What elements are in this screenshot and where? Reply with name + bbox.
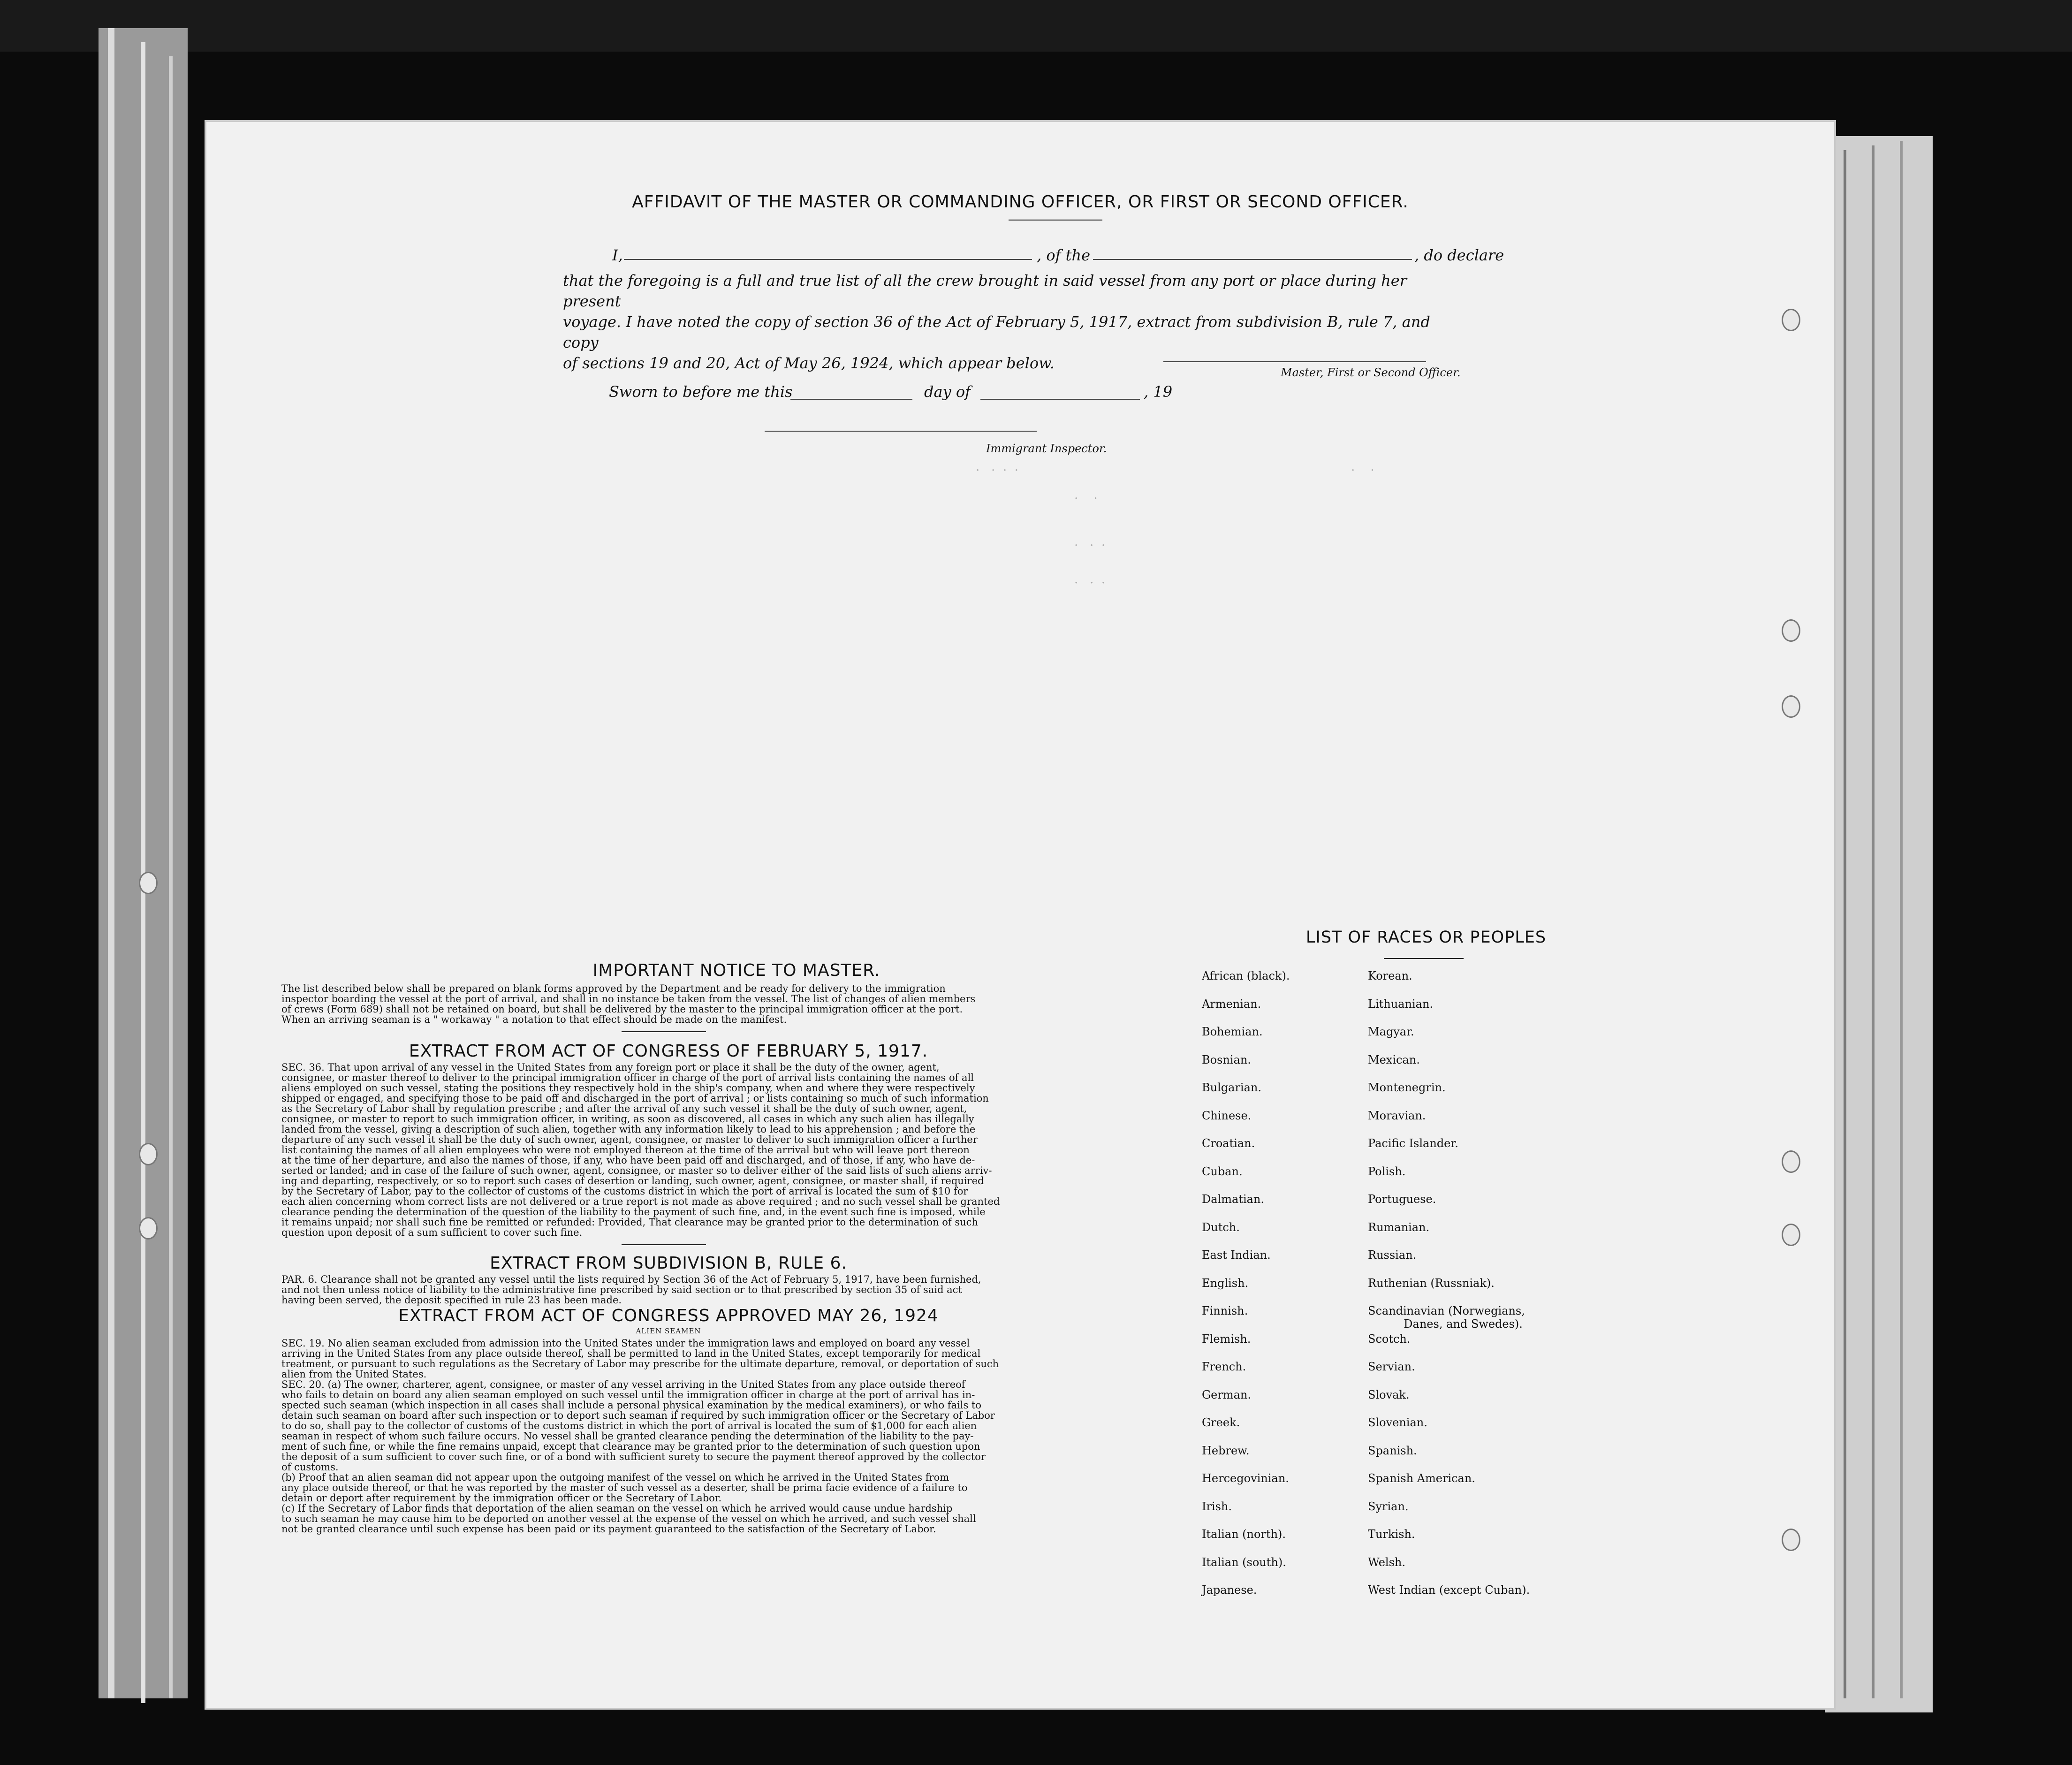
master-signature-line <box>1163 361 1426 362</box>
race-item: Slovenian. <box>1368 1416 1427 1429</box>
extract-1924-subtitle: ALIEN SEAMEN <box>636 1327 701 1335</box>
binder-hole <box>139 1143 158 1165</box>
extract-1924-line: of customs. <box>281 1461 339 1473</box>
punch-hole <box>1782 1529 1800 1551</box>
year-label: , 19 <box>1144 383 1173 401</box>
binder-hole <box>139 872 158 894</box>
notice-body <box>281 983 1055 1025</box>
extract-1924-line: detain such seaman on board after such inspection or to deport such seaman if required by such immigration officer or the Secretary of Labor <box>281 1410 995 1421</box>
extract-1917-divider <box>622 1244 706 1245</box>
bleed-through-mark: . . . <box>1074 535 1106 549</box>
punch-hole <box>1782 695 1800 718</box>
race-item: Irish. <box>1202 1499 1232 1513</box>
right-edge-line-3 <box>1900 141 1903 1698</box>
extract-1917-title: EXTRACT FROM ACT OF CONGRESS OF FEBRUARY 5, 1917. <box>409 1042 928 1061</box>
race-item: Servian. <box>1368 1360 1415 1373</box>
sworn-month-line <box>980 399 1140 400</box>
left-edge-line-3 <box>169 56 173 1698</box>
punch-hole <box>1782 309 1800 331</box>
race-item: Armenian. <box>1202 997 1261 1011</box>
race-item: West Indian (except Cuban). <box>1368 1583 1530 1597</box>
race-item: Syrian. <box>1368 1499 1409 1513</box>
affidavit-title: AFFIDAVIT OF THE MASTER OR COMMANDING OFFICER, OR FIRST OR SECOND OFFICER. <box>632 192 1409 212</box>
notice-divider <box>622 1031 706 1032</box>
notice-line: When an arriving seaman is a " workaway " a notation to that effect should be made on the manifest. <box>281 1014 787 1025</box>
race-item: Moravian. <box>1368 1109 1426 1122</box>
race-item: Slovak. <box>1368 1388 1410 1401</box>
punch-hole <box>1782 1150 1800 1173</box>
left-edge-line-1 <box>108 28 114 1698</box>
race-item: Polish. <box>1368 1164 1406 1178</box>
extract-1917-line: by the Secretary of Labor, pay to the collector of customs of the customs district in which the port of arrival is located the sum of $10 for <box>281 1186 968 1197</box>
extract-1924-line: arriving in the United States from any place outside thereof, shall be permitted to land in the United States, except temporarily for medical <box>281 1348 981 1359</box>
races-divider <box>1384 958 1464 959</box>
race-item: German. <box>1202 1388 1251 1401</box>
subdivision-body <box>281 1274 1055 1305</box>
extract-1917-line: question upon deposit of a sum sufficient to cover such fine. <box>281 1227 583 1238</box>
race-item: Scotch. <box>1368 1332 1411 1346</box>
race-item: Ruthenian (Russniak). <box>1368 1276 1495 1290</box>
notice-line: inspector boarding the vessel at the port of arrival, and shall in no instance be taken from the vessel. The list of changes of alien members <box>281 993 976 1004</box>
top-shadow <box>0 0 2072 52</box>
race-item: Bulgarian. <box>1202 1081 1261 1094</box>
extract-1917-line: consignee, or master to report to such immigration officer, in writing, as soon as discovered, all cases in which any such alien has illegally <box>281 1113 974 1125</box>
inspector-caption: Immigrant Inspector. <box>986 442 1107 455</box>
extract-1924-line: SEC. 20. (a) The owner, charterer, agent, consignee, or master of any vessel arriving in the United States from any place outside thereof <box>281 1379 965 1390</box>
bleed-through-mark: . . <box>1074 488 1098 502</box>
extract-1924-line: spected such seaman (which inspection in all cases shall include a personal physical examination by the medical examiners), or who fails to <box>281 1400 982 1411</box>
bleed-through-mark: . . . . <box>976 460 1018 474</box>
races-title: LIST OF RACES OR PEOPLES <box>1305 928 1547 947</box>
race-item: Rumanian. <box>1368 1220 1430 1234</box>
extract-1924-line: (c) If the Secretary of Labor finds that deportation of the alien seaman on the vessel on which he arrived would cause undue hardship <box>281 1503 953 1514</box>
extract-1924-line: who fails to detain on board any alien seaman employed on such vessel until the immigration officer in charge at the port of arrival has in- <box>281 1389 975 1400</box>
race-item: Hercegovinian. <box>1202 1472 1289 1485</box>
race-item: Hebrew. <box>1202 1444 1250 1457</box>
notice-line: The list described below shall be prepared on blank forms approved by the Department and be ready for delivery to the immigration <box>281 983 946 994</box>
extract-1917-line: landed from the vessel, giving a description of such alien, together with any information likely to lead to his apprehension ; and before the <box>281 1124 976 1135</box>
race-item: Japanese. <box>1202 1583 1257 1597</box>
race-item: Scandinavian (Norwegians, Danes, and Swedes). <box>1368 1304 1525 1331</box>
master-caption: Master, First or Second Officer. <box>1281 366 1461 379</box>
right-edge-line-2 <box>1872 145 1875 1698</box>
race-item: East Indian. <box>1202 1248 1271 1262</box>
race-item: Montenegrin. <box>1368 1081 1446 1094</box>
extract-1924-title: EXTRACT FROM ACT OF CONGRESS APPROVED MAY 26, 1924 <box>398 1306 939 1325</box>
extract-1917-line: it remains unpaid; nor shall such fine be remitted or refunded: Provided, That clearance may be granted prior to the determination of such <box>281 1217 978 1228</box>
extract-1924-line: treatment, or pursuant to such regulations as the Secretary of Labor may prescribe for the ultimate departure, removal, or deportation of such <box>281 1358 999 1369</box>
binder-hole <box>139 1217 158 1240</box>
punch-hole <box>1782 619 1800 642</box>
extract-1924-line: not be granted clearance until such expense has been paid or its payment guaranteed to the satisfaction of the Secretary of Labor. <box>281 1523 936 1535</box>
extract-1917-line: as the Secretary of Labor shall by regulation prescribe ; and after the arrival of any such vessel it shall be the duty of such owner, agent, <box>281 1103 967 1114</box>
affidavit-line-1: that the foregoing is a full and true list of all the crew brought in said vessel from any port or place during her present <box>563 272 1407 310</box>
right-page-edges <box>1825 136 1933 1712</box>
race-item: Finnish. <box>1202 1304 1248 1317</box>
extract-1924-line: alien from the United States. <box>281 1369 427 1380</box>
extract-1924-line: to such seaman he may cause him to be deported on another vessel at the expense of the vessel on which he arrived, and such vessel shall <box>281 1513 976 1524</box>
extract-1924-line: seaman in respect of whom such failure occurs. No vessel shall be granted clearance pending the determination of the liability to the pay- <box>281 1430 974 1442</box>
extract-1917-line: ing and departing, respectively, or so to report such cases of desertion or landing, such owner, agent, consignee, or master shall, if required <box>281 1175 984 1187</box>
race-item: Cuban. <box>1202 1164 1243 1178</box>
subdivision-line: having been served, the deposit specified in rule 23 has been made. <box>281 1294 622 1306</box>
bleed-through-mark: . . <box>1351 460 1374 474</box>
race-item: Pacific Islander. <box>1368 1137 1458 1150</box>
race-item: Lithuanian. <box>1368 997 1434 1011</box>
extract-1917-line: serted or landed; and in case of the failure of such owner, agent, consignee, or master so to deliver either of the said lists of such aliens arriv- <box>281 1165 992 1176</box>
affidavit-body <box>563 270 1454 373</box>
sworn-day-line <box>790 399 912 400</box>
race-item: Turkish. <box>1368 1528 1415 1541</box>
title-underline <box>1009 220 1102 221</box>
race-item: Spanish. <box>1368 1444 1417 1457</box>
extract-1917-line: SEC. 36. That upon arrival of any vessel in the United States from any foreign port or place it shall be the duty of the owner, agent, <box>281 1062 940 1073</box>
race-item: French. <box>1202 1360 1246 1373</box>
race-item: Chinese. <box>1202 1109 1252 1122</box>
extract-1917-line: departure of any such vessel it shall be the duty of such owner, agent, consignee, or master to deliver to such immigration officer a further <box>281 1134 978 1145</box>
race-item: Croatian. <box>1202 1137 1255 1150</box>
extract-1917-line: shipped or engaged, and specifying those to be paid off and discharged in the port of arrival ; or lists containing so much of such information <box>281 1093 989 1104</box>
subdivision-title: EXTRACT FROM SUBDIVISION B, RULE 6. <box>490 1254 847 1273</box>
race-item: Dalmatian. <box>1202 1193 1265 1206</box>
subdivision-line: PAR. 6. Clearance shall not be granted any vessel until the lists required by Section 36 of the Act of February 5, 1917, have been furnished, <box>281 1274 981 1285</box>
affiant-label: I, <box>612 246 623 264</box>
notice-title: IMPORTANT NOTICE TO MASTER. <box>592 961 880 980</box>
of-the-label: , of the <box>1037 246 1091 264</box>
extract-1917-line: list containing the names of all alien employees who were not employed thereon at the time of the arrival but who will leave port thereon <box>281 1144 970 1156</box>
bleed-through-mark: . . . <box>1074 572 1106 586</box>
affiant-name-line <box>624 259 1032 260</box>
extract-1924-line: ment of such fine, or while the fine remains unpaid, except that clearance may be granted prior to the determination of such question upon <box>281 1441 980 1452</box>
punch-hole <box>1782 1224 1800 1246</box>
inspector-signature-line <box>765 431 1037 432</box>
document-page <box>206 122 1834 1708</box>
race-item: Spanish American. <box>1368 1472 1475 1485</box>
race-item: Portuguese. <box>1368 1193 1436 1206</box>
extract-1924-line: (b) Proof that an alien seaman did not appear upon the outgoing manifest of the vessel on which he arrived in the United States from <box>281 1472 949 1483</box>
race-item: Italian (south). <box>1202 1555 1286 1569</box>
race-item: English. <box>1202 1276 1249 1290</box>
race-item: Welsh. <box>1368 1555 1405 1569</box>
extract-1924-line: SEC. 19. No alien seaman excluded from admission into the United States under the immigration laws and employed on board any vessel <box>281 1338 970 1349</box>
extract-1924-line: detain or deport after requirement by the immigration officer or the Secretary of Labor. <box>281 1492 722 1504</box>
extract-1924-body <box>281 1338 1055 1534</box>
vessel-name-line <box>1093 259 1412 260</box>
race-item: Korean. <box>1368 969 1412 982</box>
race-item: Italian (north). <box>1202 1528 1286 1541</box>
extract-1917-body <box>281 1062 1055 1238</box>
race-item: Russian. <box>1368 1248 1417 1262</box>
race-item: Greek. <box>1202 1416 1240 1429</box>
extract-1917-line: consignee, or master thereof to deliver to the principal immigration officer in charge of the port of arrival lists containing the names of all <box>281 1072 974 1083</box>
extract-1924-line: to do so, shall pay to the collector of customs of the customs district in which the port of arrival is located the sum of $1,000 for each alien <box>281 1420 977 1431</box>
affidavit-line-3: of sections 19 and 20, Act of May 26, 1924, which appear below. <box>563 354 1055 372</box>
extract-1917-line: at the time of her departure, and also the names of those, if any, who have been paid off and discharged, and of those, if any, who have de- <box>281 1155 975 1166</box>
race-item: Mexican. <box>1368 1053 1420 1066</box>
extract-1924-line: any place outside thereof, or that he was reported by the master of such vessel as a deserter, shall be prima facie evidence of a failure to <box>281 1482 968 1493</box>
declare-label: , do declare <box>1414 246 1504 264</box>
notice-line: of crews (Form 689) shall not be retained on board, but shall be delivered by the master to the principal immigration officer at the port. <box>281 1004 963 1015</box>
race-item: African (black). <box>1202 969 1290 982</box>
extract-1924-line: the deposit of a sum sufficient to cover such fine, or of a bond with sufficient surety to secure the payment thereof approved by the collector <box>281 1451 986 1462</box>
day-of-label: day of <box>924 383 971 401</box>
subdivision-line: and not then unless notice of liability to the administrative fine prescribed by said section or to that prescribed by section 35 of said act <box>281 1284 962 1295</box>
right-edge-line-1 <box>1844 150 1846 1698</box>
race-item: Flemish. <box>1202 1332 1251 1346</box>
sworn-label: Sworn to before me this <box>609 383 793 401</box>
race-item: Bohemian. <box>1202 1025 1263 1038</box>
affidavit-line-2: voyage. I have noted the copy of section 36 of the Act of February 5, 1917, extract from subdivision B, rule 7, and copy <box>563 313 1430 351</box>
race-item: Magyar. <box>1368 1025 1414 1038</box>
extract-1917-line: each alien concerning whom correct lists are not delivered or a true report is not made as above required ; and no such vessel shall be granted <box>281 1196 1000 1207</box>
race-item: Dutch. <box>1202 1220 1240 1234</box>
race-item: Bosnian. <box>1202 1053 1251 1066</box>
extract-1917-line: clearance pending the determination of the question of the liability to the payment of such fine, and, in the event such fine is imposed, while <box>281 1206 986 1217</box>
extract-1917-line: aliens employed on such vessel, stating the positions they respectively hold in the ship's company, when and where they were respectively <box>281 1082 975 1094</box>
